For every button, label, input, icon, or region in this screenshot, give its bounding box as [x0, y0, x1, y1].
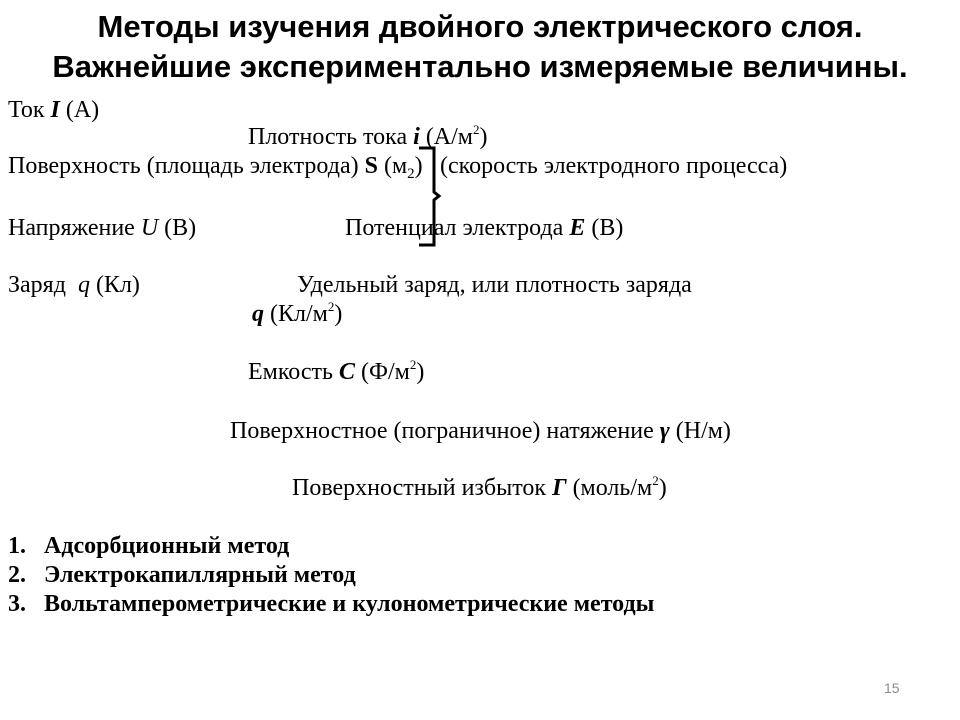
title-line-2: Важнейшие экспериментально измеряемые величины.	[52, 49, 908, 84]
quantity-unit: (А)	[65, 97, 100, 123]
method-item	[0, 561, 960, 589]
method-number: 2.	[8, 562, 26, 588]
slide-title	[0, 7, 960, 87]
method-number: 1.	[8, 533, 26, 559]
method-name: Адсорбционный метод	[44, 533, 290, 559]
quantity-label: Емкость	[248, 359, 333, 385]
quantity-unit	[361, 359, 424, 385]
quantity-symbol: q	[77, 272, 90, 298]
quantity-symbol: γ	[659, 418, 670, 444]
quantity-symbol: q	[252, 301, 264, 327]
quantity-unit: (Н/м)	[675, 418, 731, 444]
unit-exponent: 2	[652, 473, 659, 488]
unit-open: (Кл/м	[270, 301, 328, 327]
quantity-label: Плотность тока	[248, 124, 408, 150]
unit-close: )	[479, 124, 488, 150]
unit-open: (моль/м	[572, 475, 653, 501]
unit-open: (А/м	[425, 124, 473, 150]
title-line-1: Методы изучения двойного электрического слоя.	[97, 9, 863, 44]
quantity-label: Напряжение	[8, 215, 135, 241]
quantity-charge-density	[252, 300, 342, 328]
unit-exponent: 2	[409, 357, 417, 372]
unit-close: )	[414, 153, 423, 179]
quantity-unit: (Кл)	[95, 272, 140, 298]
method-item	[0, 532, 960, 560]
quantity-symbol: C	[338, 359, 355, 385]
method-name: Вольтамперометрические и кулонометрические методы	[44, 591, 655, 617]
quantity-voltage	[8, 214, 196, 242]
quantity-symbol: Г	[552, 475, 567, 501]
unit-close: )	[416, 359, 425, 385]
quantity-current	[8, 96, 99, 124]
quantity-symbol: E	[569, 215, 586, 241]
quantity-unit	[383, 153, 423, 182]
quantity-potential	[345, 214, 623, 242]
quantity-surface-tension	[230, 417, 731, 445]
unit-close: )	[658, 475, 667, 501]
quantity-surface-excess	[292, 474, 667, 502]
quantity-symbol: S	[364, 153, 378, 179]
quantity-label: Поверхностный избыток	[292, 475, 547, 501]
unit-open: (м	[383, 153, 408, 179]
quantity-current-density	[248, 123, 488, 151]
quantity-symbol: I	[50, 97, 60, 123]
quantity-unit	[270, 301, 342, 327]
quantity-label: Ток	[8, 97, 45, 123]
brace-note: (скорость электродного процесса)	[440, 153, 788, 179]
quantity-symbol: U	[140, 215, 159, 241]
unit-exponent: 2	[327, 299, 335, 314]
quantity-charge-density-label: Удельный заряд, или плотность заряда	[297, 272, 692, 298]
unit-exponent: 2	[473, 122, 480, 137]
quantity-charge	[8, 271, 140, 299]
method-item	[0, 590, 960, 618]
page-number: 15	[884, 680, 900, 696]
quantity-label: Поверхность (площадь электрода)	[8, 153, 359, 179]
quantity-unit	[573, 475, 667, 501]
quantity-surface	[8, 152, 423, 180]
unit-open: (Ф/м	[361, 359, 410, 385]
quantity-unit: (В)	[591, 215, 624, 241]
quantity-label: Заряд	[8, 272, 66, 298]
unit-subscript: 2	[407, 166, 415, 182]
method-number: 3.	[8, 591, 26, 617]
quantity-unit	[426, 124, 488, 150]
quantity-label: Потенциал электрода	[345, 215, 564, 241]
unit-close: )	[334, 301, 343, 327]
quantity-unit: (В)	[164, 215, 197, 241]
quantity-capacitance	[248, 358, 424, 386]
method-name: Электрокапиллярный метод	[44, 562, 356, 588]
quantity-label: Поверхностное (пограничное) натяжение	[230, 418, 654, 444]
quantity-symbol: i	[413, 124, 420, 150]
